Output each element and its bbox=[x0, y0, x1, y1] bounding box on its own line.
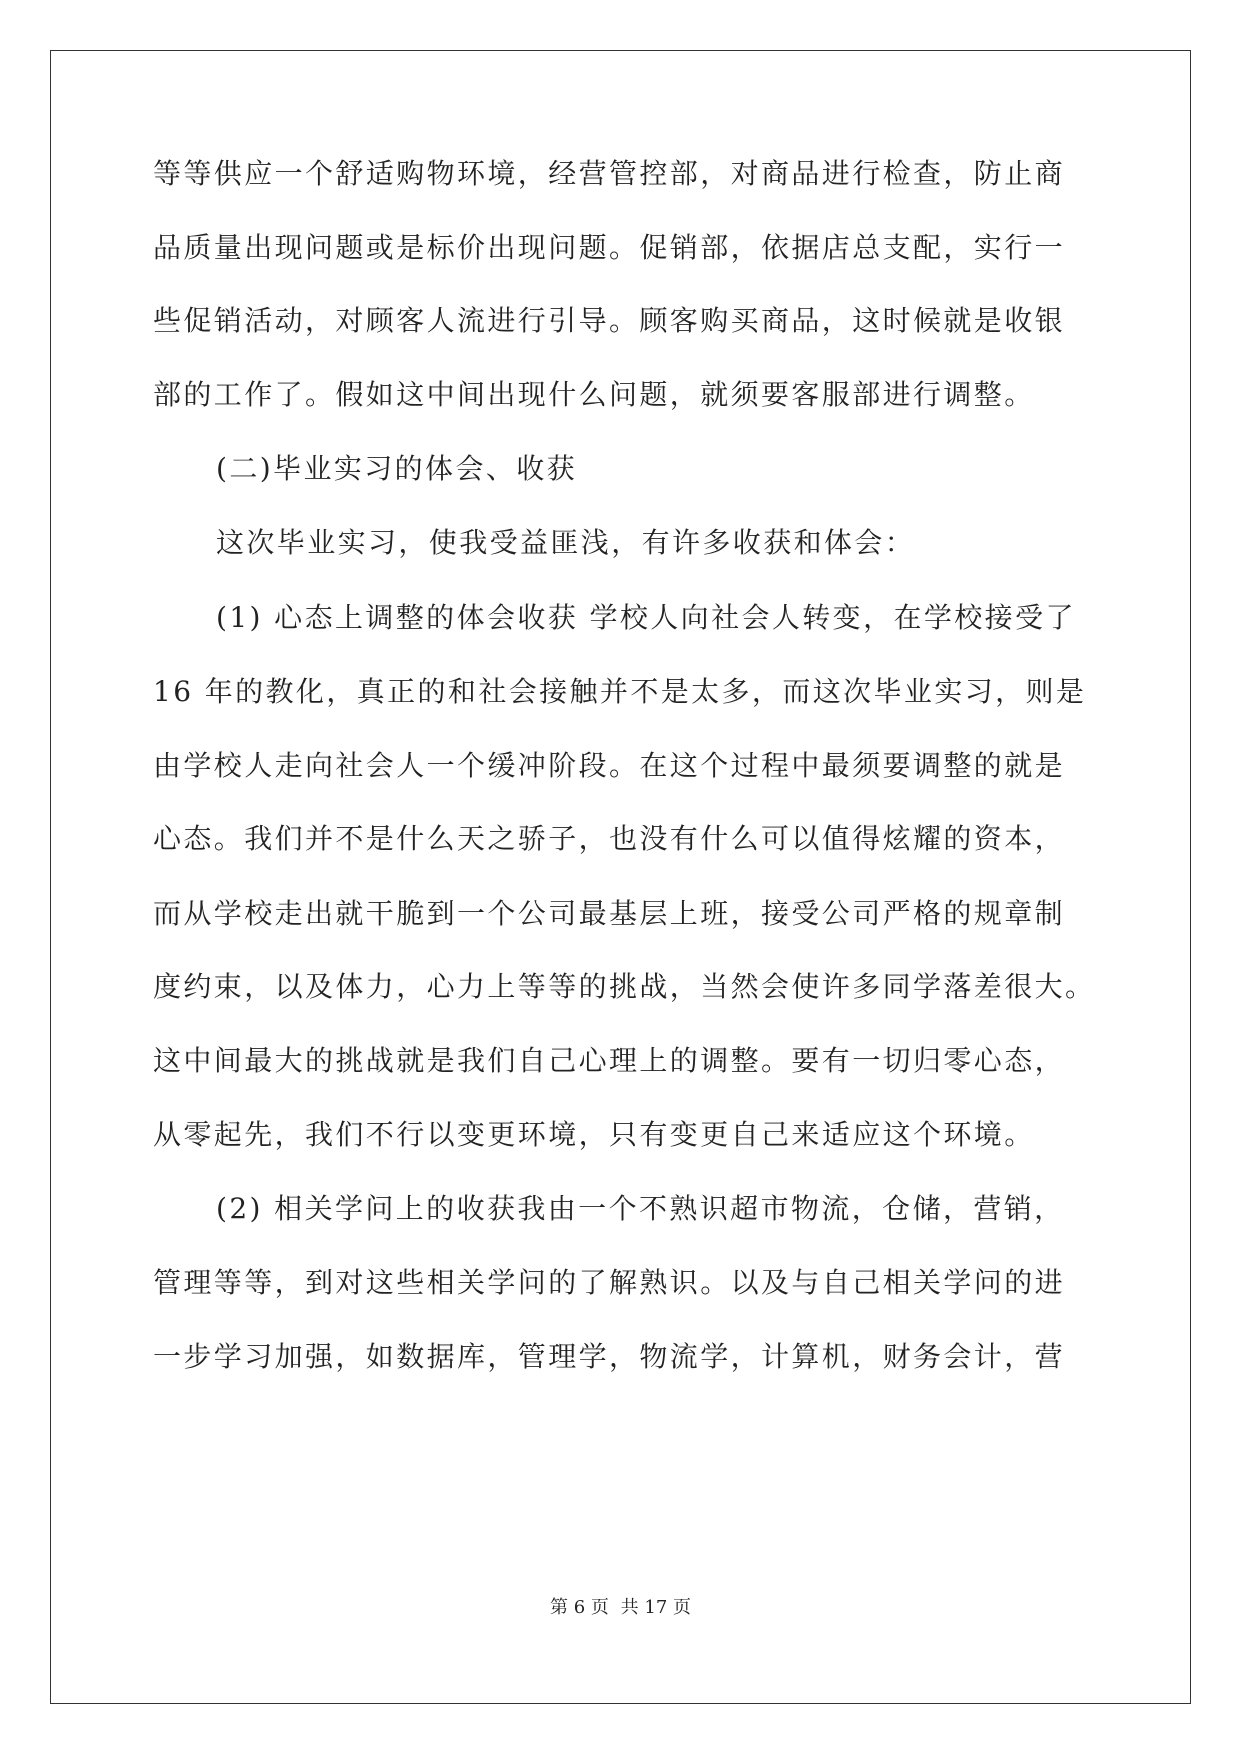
text-line-4: 部的工作了。假如这中间出现什么问题，就须要客服部进行调整。 bbox=[153, 378, 1035, 411]
page-footer bbox=[0, 1596, 1241, 1620]
page-border bbox=[50, 50, 1191, 1704]
text-line-10: 心态。我们并不是什么天之骄子，也没有什么可以值得炫耀的资本， bbox=[153, 822, 1066, 855]
text-line-15: (2) 相关学问上的收获我由一个不熟识超市物流，仓储，营销， bbox=[216, 1192, 1065, 1225]
text-line-9: 由学校人走向社会人一个缓冲阶段。在这个过程中最须要调整的就是 bbox=[153, 749, 1066, 782]
page-number: 第 6 页 bbox=[550, 1597, 609, 1618]
text-line-6: 这次毕业实习，使我受益匪浅，有许多收获和体会： bbox=[216, 526, 916, 559]
text-line-16: 管理等等，到对这些相关学问的了解熟识。以及与自己相关学问的进 bbox=[153, 1266, 1066, 1299]
text-line-12: 度约束，以及体力，心力上等等的挑战，当然会使许多同学落差很大。 bbox=[153, 970, 1096, 1003]
text-line-1: 等等供应一个舒适购物环境，经营管控部，对商品进行检查，防止商 bbox=[153, 157, 1066, 190]
text-line-3: 些促销活动，对顾客人流进行引导。顾客购买商品，这时候就是收银 bbox=[153, 304, 1066, 337]
text-line-8: 16 年的教化，真正的和社会接触并不是太多，而这次毕业实习，则是 bbox=[153, 675, 1087, 708]
text-line-17: 一步学习加强，如数据库，管理学，物流学，计算机，财务会计，营 bbox=[153, 1340, 1066, 1373]
text-line-11: 而从学校走出就干脆到一个公司最基层上班，接受公司严格的规章制 bbox=[153, 897, 1066, 930]
text-line-13: 这中间最大的挑战就是我们自己心理上的调整。要有一切归零心态， bbox=[153, 1044, 1066, 1077]
section-heading: (二)毕业实习的体会、收获 bbox=[216, 452, 578, 485]
text-line-2: 品质量出现问题或是标价出现问题。促销部，依据店总支配，实行一 bbox=[153, 231, 1066, 264]
text-line-7: (1) 心态上调整的体会收获 学校人向社会人转变，在学校接受了 bbox=[216, 601, 1076, 634]
text-line-14: 从零起先，我们不行以变更环境，只有变更自己来适应这个环境。 bbox=[153, 1118, 1035, 1151]
page-total: 共 17 页 bbox=[620, 1597, 691, 1618]
